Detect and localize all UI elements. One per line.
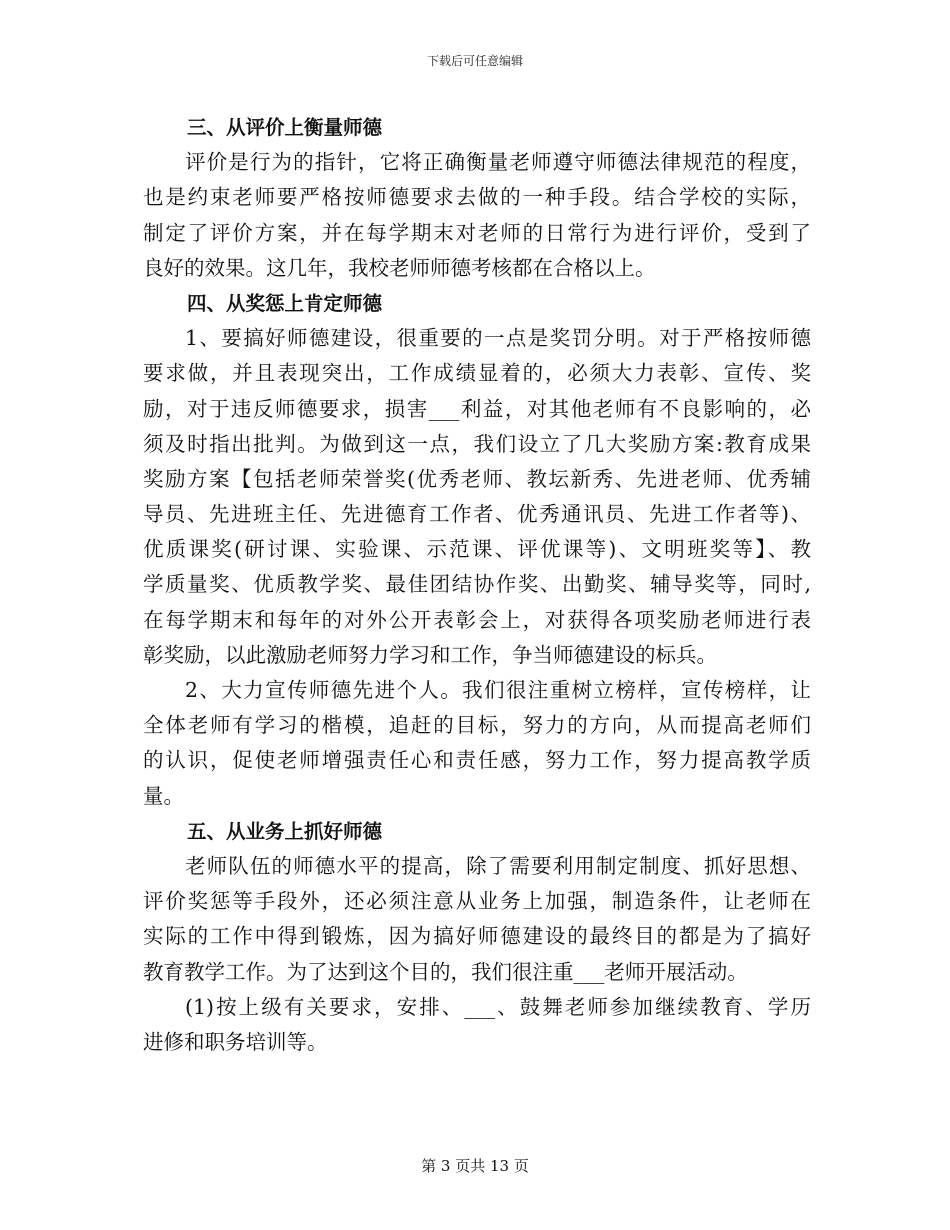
paragraph <box>143 849 811 990</box>
section-heading: 三、从评价上衡量师德 <box>187 116 383 139</box>
text-line: 老师队伍的师德水平的提高，除了需要利用制定制度、抓好思想、 <box>185 853 811 878</box>
text-line: 评价是行为的指针，它将正确衡量老师遵守师德法律规范的程度， <box>185 150 811 175</box>
text-line: 优质课奖(研讨课、实验课、示范课、评优课等)、文明班奖等】、教 <box>143 537 811 562</box>
text-line: 学质量奖、优质教学奖、最佳团结协作奖、出勤奖、辅导奖等，同时, <box>143 572 811 597</box>
paragraph <box>143 673 811 814</box>
text-line: 彰奖励，以此激励老师努力学习和工作，争当师德建设的标兵。 <box>143 642 717 667</box>
text-line: 全体老师有学习的楷模，追赶的目标，努力的方向，从而提高老师们 <box>143 713 811 738</box>
text-line: 1、要搞好师德建设，很重要的一点是奖罚分明。对于严格按师德 <box>185 326 811 351</box>
text-line: 评价奖惩等手段外，还必须注意从业务上加强，制造条件，让老师在 <box>143 889 811 914</box>
text-line: 2、大力宣传师德先进个人。我们很注重树立榜样，宣传榜样，让 <box>185 678 811 702</box>
paragraph <box>143 990 811 1060</box>
text-line: 导员、先进班主任、先进德育工作者、优秀通讯员、先进工作者等)、 <box>143 502 811 527</box>
page-number-footer: 第 3 页共 13 页 <box>421 1157 529 1175</box>
section-heading: 四、从奖惩上肯定师德 <box>187 291 383 315</box>
paragraph <box>143 145 811 286</box>
text-line: 在每学期末和每年的对外公开表彰会上，对获得各项奖励老师进行表 <box>143 607 811 632</box>
document-body <box>143 110 811 1060</box>
text-line: 励，对于违反师德要求，损害___利益，对其他老师有不良影响的，必 <box>143 396 811 421</box>
text-line: 制定了评价方案，并在每学期末对老师的日常行为进行评价，受到了 <box>143 220 811 245</box>
text-line: 实际的工作中得到锻炼，因为搞好师德建设的最终目的都是为了搞好 <box>143 924 811 949</box>
page-header: 下载后可任意编辑 <box>426 54 523 68</box>
text-line: 须及时指出批判。为做到这一点，我们设立了几大奖励方案:教育成果 <box>143 431 811 456</box>
section-heading: 五、从业务上抓好师德 <box>187 819 383 843</box>
text-line: 量。 <box>143 783 184 808</box>
text-line: 良好的效果。这几年，我校老师师德考核都在合格以上。 <box>143 255 656 280</box>
text-line: 的认识，促使老师增强责任心和责任感，努力工作，努力提高教学质 <box>143 748 811 773</box>
text-line: 也是约束老师要严格按师德要求去做的一种手段。结合学校的实际， <box>143 185 811 210</box>
paragraph <box>143 321 811 673</box>
text-line: 进修和职务培训等。 <box>143 1029 328 1054</box>
text-line: 奖励方案【包括老师荣誉奖(优秀老师、教坛新秀、先进老师、优秀辅 <box>143 466 811 491</box>
text-line: (1)按上级有关要求，安排、___、鼓舞老师参加继续教育、学历 <box>185 994 811 1019</box>
text-line: 教育教学工作。为了达到这个目的，我们很注重___老师开展活动。 <box>143 959 748 984</box>
text-line: 要求做，并且表现突出，工作成绩显着的，必须大力表彰、宣传、奖 <box>143 361 811 386</box>
